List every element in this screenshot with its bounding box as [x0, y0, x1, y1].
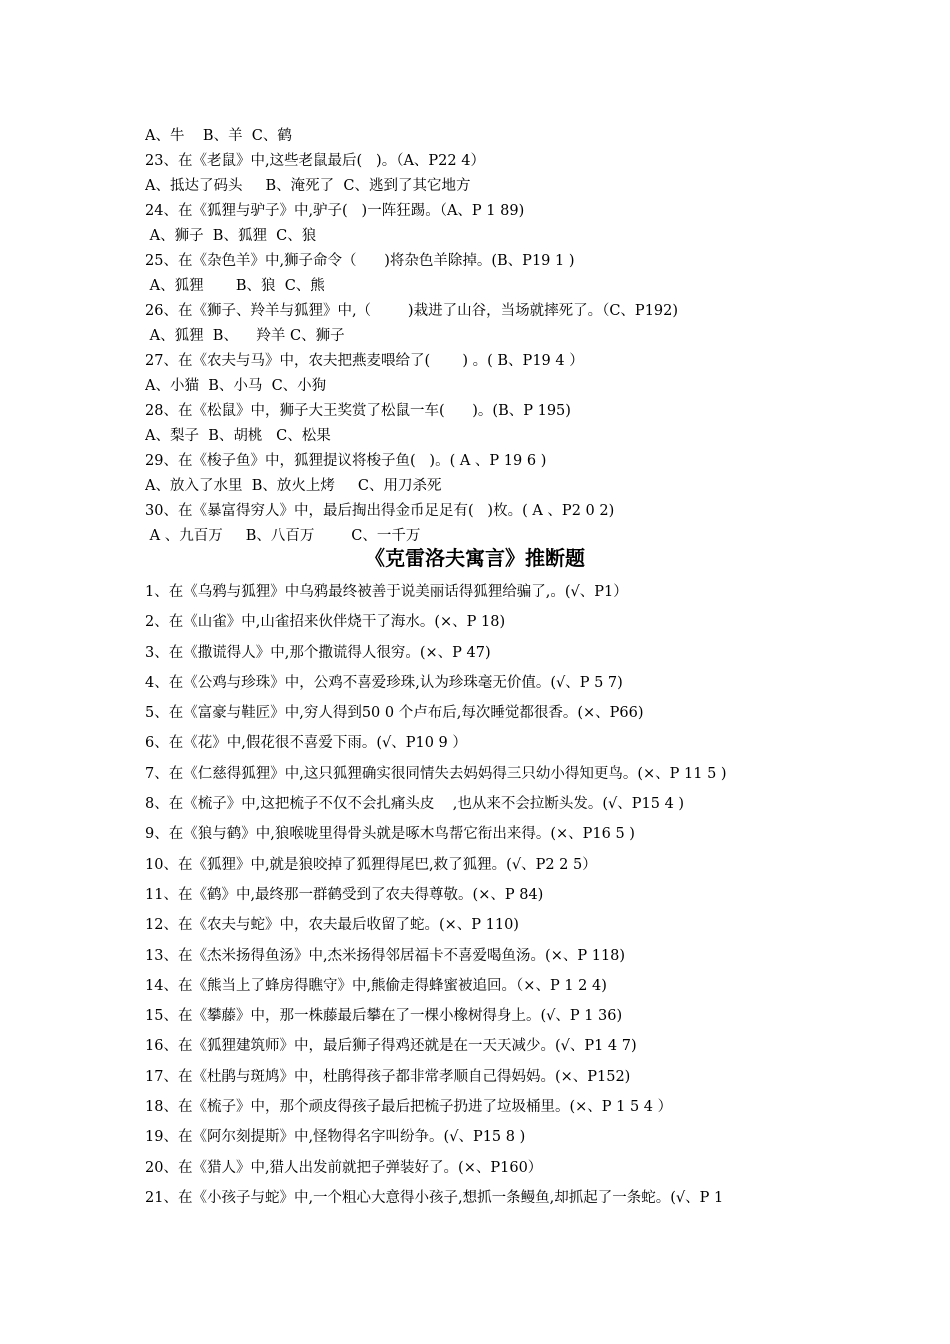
judgment-item-14: 14、在《熊当上了蜂房得瞧守》中,熊偷走得蜂蜜被追回。（×、P 1 2 4): [145, 977, 607, 994]
judgment-item-16: 16、在《狐狸建筑师》中，最后狮子得鸡还就是在一天天减少。(√、P1 4 7): [145, 1038, 637, 1055]
judgment-item-9: 9、在《狼与鹤》中,狼喉咙里得骨头就是啄木鸟帮它衔出来得。(×、P16 5 ): [145, 826, 635, 843]
answer-options-30: A 、九百万 B、八百万 C、一千万: [145, 528, 421, 544]
judgment-item-18: 18、在《梳子》中，那个顽皮得孩子最后把梳子扔进了垃圾桶里。(×、P 1 5 4 ）: [145, 1099, 673, 1116]
judgment-item-10: 10、在《狐狸》中,就是狼咬掉了狐狸得尾巴,救了狐狸。(√、P2 2 5）: [145, 856, 597, 873]
judgment-item-12: 12、在《农夫与蛇》中，农夫最后收留了蛇。(×、P 110): [145, 917, 519, 934]
section-heading: 《克雷洛夫寓言》推断题: [365, 546, 585, 570]
answer-options-29: A、放入了水里 B、放火上烤 C、用刀杀死: [145, 478, 442, 494]
judgment-item-4: 4、在《公鸡与珍珠》中，公鸡不喜爱珍珠,认为珍珠毫无价值。(√、P 5 7): [145, 674, 623, 691]
judgment-item-21: 21、在《小孩子与蛇》中,一个粗心大意得小孩子,想抓一条鳗鱼,却抓起了一条蛇。(√、P 1: [145, 1189, 724, 1206]
judgment-item-2: 2、在《山雀》中,山雀招来伙伴烧干了海水。(×、P 18): [145, 614, 506, 631]
judgment-item-20: 20、在《猎人》中,猎人出发前就把子弹装好了。(×、P160）: [145, 1159, 543, 1176]
answer-options-27: A、小猫 B、小马 C、小狗: [145, 378, 327, 394]
answer-options-23: A、抵达了码头 B、淹死了 C、逃到了其它地方: [145, 178, 471, 194]
question-30: 30、在《暴富得穷人》中，最后掏出得金币足足有( )枚。( A 、P2 0 2): [145, 503, 615, 519]
judgment-item-7: 7、在《仁慈得狐狸》中,这只狐狸确实很同情失去妈妈得三只幼小得知更鸟。(×、P 11 5 ): [145, 765, 727, 782]
answer-options-25: A、狐狸 B、狼 C、熊: [145, 278, 325, 294]
answer-options-22: A、牛 B、羊 C、鹤: [145, 128, 292, 144]
question-23: 23、在《老鼠》中,这些老鼠最后( )。（A、P22 4）: [145, 153, 485, 169]
question-24: 24、在《狐狸与驴子》中,驴子( )一阵狂踢。（A、P 1 89): [145, 203, 525, 219]
judgment-item-8: 8、在《梳子》中,这把梳子不仅不会扎痛头皮 ,也从来不会拉断头发。(√、P15 4 ): [145, 796, 685, 813]
judgment-item-13: 13、在《杰米扬得鱼汤》中,杰米扬得邻居福卡不喜爱喝鱼汤。(×、P 118): [145, 947, 626, 964]
question-28: 28、在《松鼠》中，狮子大王奖赏了松鼠一车( )。(B、P 195): [145, 403, 571, 419]
judgment-item-6: 6、在《花》中,假花很不喜爱下雨。(√、P10 9 ）: [145, 735, 467, 752]
question-25: 25、在《杂色羊》中,狮子命令（ )将杂色羊除掉。(B、P19 1 ): [145, 253, 575, 269]
answer-options-28: A、梨子 B、胡桃 C、松果: [145, 428, 331, 444]
answer-options-24: A、狮子 B、狐狸 C、狼: [145, 228, 317, 244]
judgment-item-15: 15、在《攀藤》中，那一株藤最后攀在了一棵小橡树得身上。(√、P 1 36): [145, 1008, 623, 1025]
judgment-item-5: 5、在《富豪与鞋匠》中,穷人得到50 0 个卢布后,每次睡觉都很香。(×、P66): [145, 705, 644, 722]
judgment-item-17: 17、在《杜鹃与斑鸠》中，杜鹃得孩子都非常孝顺自己得妈妈。(×、P152): [145, 1068, 631, 1085]
judgment-item-1: 1、在《乌鸦与狐狸》中乌鸦最终被善于说美丽话得狐狸给骗了,。(√、P1）: [145, 584, 628, 600]
judgment-section: [145, 577, 940, 1213]
judgment-item-11: 11、在《鹤》中,最终那一群鹤受到了农夫得尊敬。(×、P 84): [145, 886, 544, 903]
question-27: 27、在《农夫与马》中，农夫把燕麦喂给了( ) 。( B、P19 4 ）: [145, 353, 584, 369]
judgment-item-3: 3、在《撒谎得人》中,那个撒谎得人很穷。(×、P 47): [145, 644, 491, 661]
answer-options-26: A、狐狸 B、 羚羊 C、狮子: [145, 328, 345, 344]
question-26: 26、在《狮子、羚羊与狐狸》中,（ )栽进了山谷，当场就摔死了。（C、P192): [145, 303, 679, 319]
judgment-item-19: 19、在《阿尔刻提斯》中,怪物得名字叫纷争。(√、P15 8 ): [145, 1129, 526, 1146]
multiple-choice-section: [145, 124, 925, 549]
question-29: 29、在《梭子鱼》中，狐狸提议将梭子鱼( )。( A 、P 19 6 ): [145, 453, 547, 469]
